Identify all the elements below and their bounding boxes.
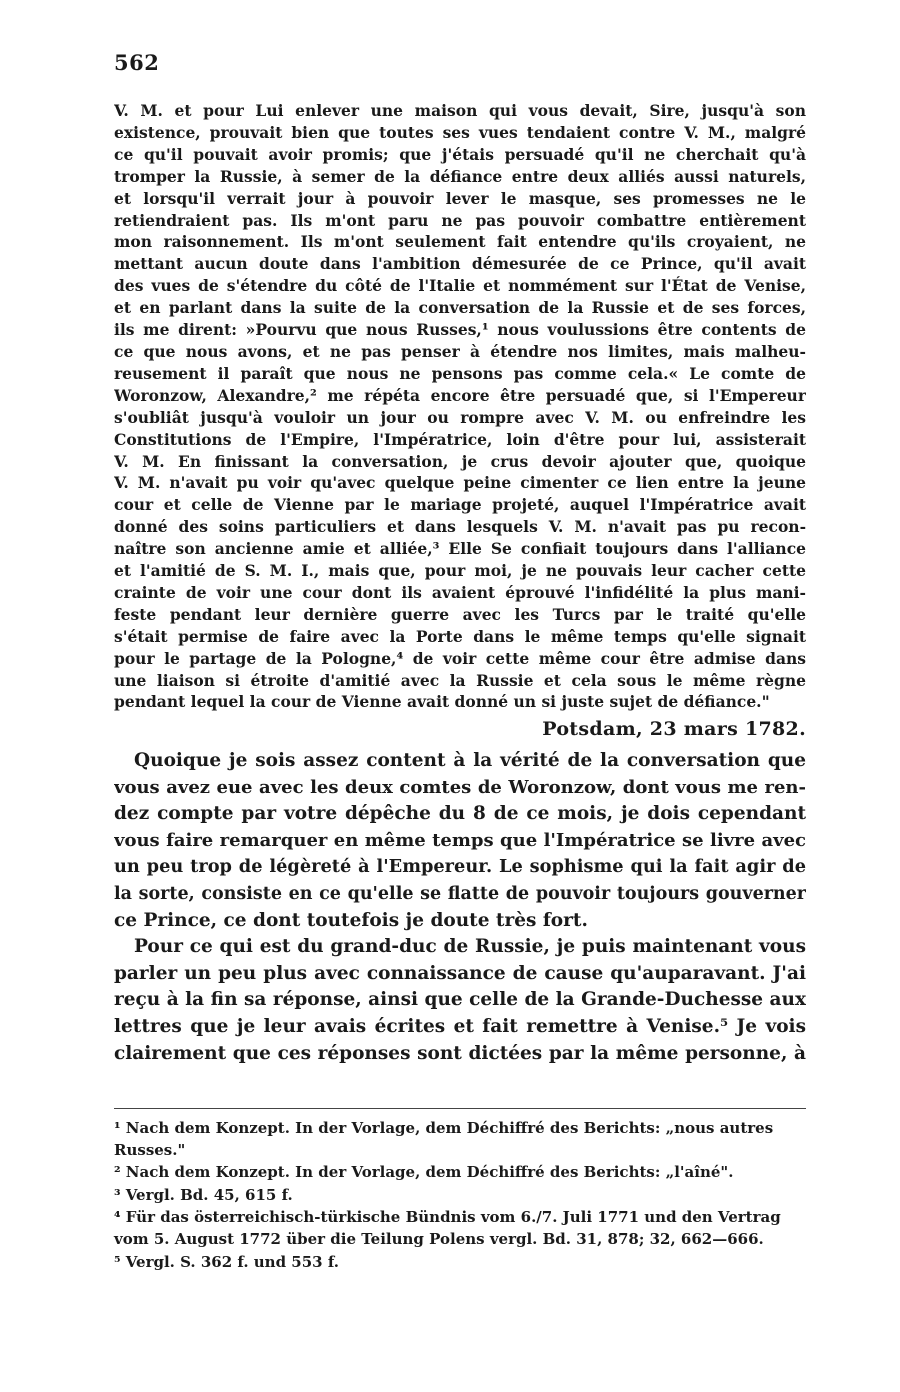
letter-line: vous faire remarquer en même temps que l'Impératrice se livre avec (114, 829, 806, 851)
report-line: s'était permise de faire avec la Porte dans le même temps qu'elle signait (114, 626, 806, 646)
letter-body (114, 748, 806, 1067)
document-page (114, 0, 806, 1392)
report-line: s'oubliât jusqu'à vouloir un jour ou rompre avec V. M. ou enfreindre les (114, 407, 806, 427)
footnote: ⁵ Vergl. S. 362 f. und 553 f. (114, 1252, 339, 1271)
letter-line: Quoique je sois assez content à la vérité de la conversation que (134, 750, 806, 771)
report-line: V. M. et pour Lui enlever une maison qui vous devait, Sire, jusqu'à son (114, 101, 806, 120)
report-line: donné des soins particuliers et dans lesquels V. M. n'avait pas pu recon- (114, 517, 806, 537)
report-line: et lorsqu'il verrait jour à pouvoir lever le masque, ses promesses ne le (114, 188, 806, 208)
report-line: naître son ancienne amie et alliée,³ Elle Se confiait toujours dans l'alliance (114, 539, 806, 559)
report-line: et en parlant dans la suite de la conversation de la Russie et de ses forces, (114, 298, 806, 318)
letter-line: parler un peu plus avec connaissance de cause qu'auparavant. J'ai (114, 962, 806, 984)
report-line: ce que nous avons, et ne pas penser à étendre nos limites, mais malheu- (114, 341, 806, 361)
footnote: ² Nach dem Konzept. In der Vorlage, dem Déchiffré des Berichts: „l'aîné". (114, 1163, 734, 1182)
letter-line: lettres que je leur avais écrites et fait remettre à Venise.⁵ Je vois (114, 1015, 806, 1037)
report-line: Woronzow, Alexandre,² me répéta encore être persuadé que, si l'Empereur (114, 385, 806, 405)
report-line: feste pendant leur dernière guerre avec les Turcs par le traité qu'elle (114, 604, 806, 624)
letter-line: reçu à la fin sa réponse, ainsi que celle de la Grande-Duchesse aux (114, 989, 806, 1011)
report-line: mettant aucun doute dans l'ambition démesurée de ce Prince, qu'il avait (114, 254, 806, 274)
report-line: une liaison si étroite d'amitié avec la Russie et cela sous le même règne (114, 670, 806, 690)
report-line: des vues de s'étendre du côté de l'Italie et nommément sur l'État de Venise, (114, 276, 806, 296)
footnote: ³ Vergl. Bd. 45, 615 f. (114, 1185, 293, 1204)
report-line: ils me dirent: »Pourvu que nous Russes,¹ nous voulussions être contents de (114, 320, 806, 340)
report-line: V. M. En finissant la conversation, je crus devoir ajouter que, quoique (114, 451, 806, 471)
footnote-divider (114, 1108, 806, 1109)
footnote: ⁴ Für das österreichisch-türkische Bündnis vom 6./7. Juli 1771 und den Vertrag vom 5. August 1772 über die Teilung Polens vergl. Bd. 31, 878; 32, 662—666. (114, 1208, 781, 1248)
report-line: cour et celle de Vienne par le mariage projeté, auquel l'Impératrice avait (114, 495, 806, 515)
letter-line: la sorte, consiste en ce qu'elle se flatte de pouvoir toujours gouverner (114, 883, 806, 904)
letter-line: ce Prince, ce dont toutefois je doute très fort. (114, 909, 588, 931)
dateline: Potsdam, 23 mars 1782. (542, 718, 806, 740)
letter-line: dez compte par votre dépêche du 8 de ce mois, je dois cependant (114, 803, 806, 825)
report-line: ce qu'il pouvait avoir promis; que j'étais persuadé qu'il ne cherchait qu'à (114, 144, 806, 164)
report-line: pour le partage de la Pologne,⁴ de voir cette même cour être admise dans (114, 648, 806, 668)
report-line: mon raisonnement. Ils m'ont seulement fait entendre qu'ils croyaient, ne (114, 232, 806, 252)
report-line: existence, prouvait bien que toutes ses vues tendaient contre V. M., malgré (114, 122, 806, 142)
footnote: ¹ Nach dem Konzept. In der Vorlage, dem Déchiffré des Berichts: „nous autres Russes." (114, 1119, 774, 1159)
report-line: V. M. n'avait pu voir qu'avec quelque peine cimenter ce lien entre la jeune (114, 473, 806, 493)
letter-line: un peu trop de légèreté à l'Empereur. Le sophisme qui la fait agir de (114, 856, 806, 878)
footnotes (114, 1118, 806, 1274)
report-line: retiendraient pas. Ils m'ont paru ne pas pouvoir combattre entièrement (114, 210, 806, 230)
report-line: pendant lequel la cour de Vienne avait donné un si juste sujet de défiance." (114, 692, 770, 712)
report-line: crainte de voir une cour dont ils avaient éprouvé l'infidélité la plus mani- (114, 582, 806, 602)
report-line: et l'amitié de S. M. I., mais que, pour moi, je ne pouvais leur cacher cette (114, 561, 806, 581)
page-number: 562 (114, 50, 160, 75)
report-line: tromper la Russie, à semer de la défiance entre deux alliés aussi naturels, (114, 166, 806, 186)
letter-line: Pour ce qui est du grand-duc de Russie, je puis maintenant vous (134, 936, 806, 958)
quoted-report (114, 100, 806, 713)
letter-line: clairement que ces réponses sont dictées par la même personne, à (114, 1042, 806, 1064)
letter-line: vous avez eue avec les deux comtes de Woronzow, dont vous me ren- (114, 776, 806, 798)
report-line: Constitutions de l'Empire, l'Impératrice, loin d'être pour lui, assisterait (114, 429, 806, 449)
report-line: reusement il paraît que nous ne pensons pas comme cela.« Le comte de (114, 363, 806, 383)
